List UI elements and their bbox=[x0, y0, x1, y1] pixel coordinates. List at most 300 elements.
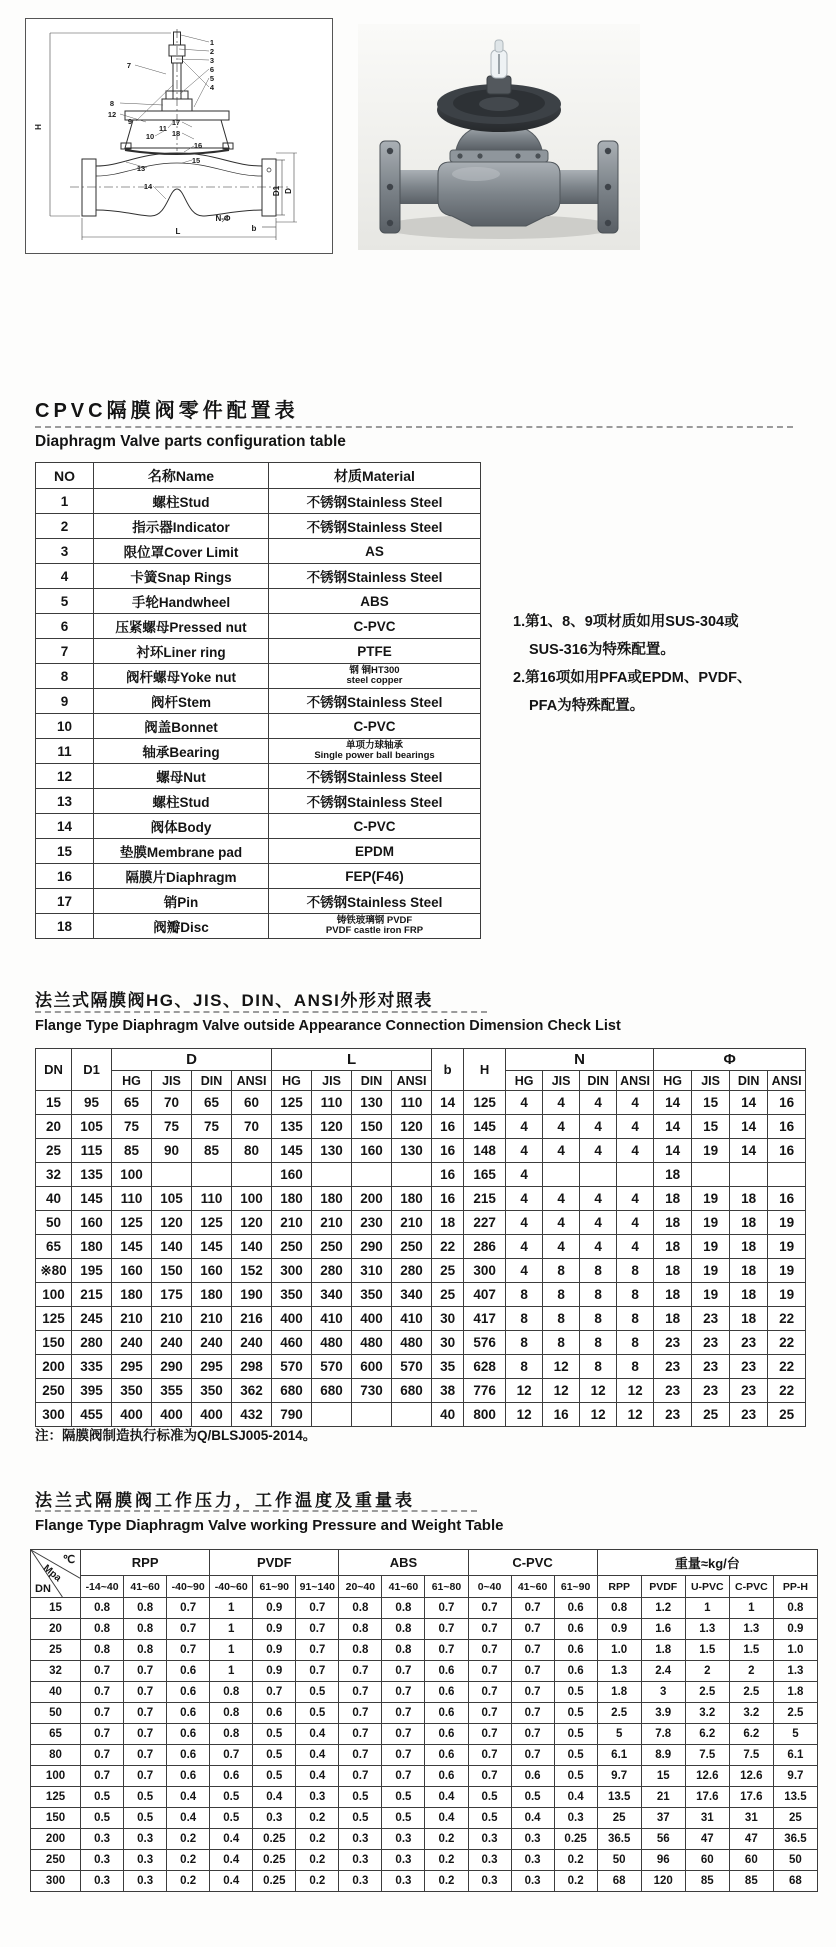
weight-value: 3.9 bbox=[641, 1703, 685, 1724]
dim-value: 210 bbox=[392, 1211, 432, 1235]
dim-value: 280 bbox=[72, 1331, 112, 1355]
pressure-value: 0.3 bbox=[382, 1829, 425, 1850]
weight-value: 7.5 bbox=[729, 1745, 773, 1766]
dim-value: 295 bbox=[112, 1355, 152, 1379]
pressure-value: 0.7 bbox=[296, 1661, 339, 1682]
part-name: 指示器Indicator bbox=[94, 514, 269, 539]
range-or-material-header: PVDF bbox=[641, 1576, 685, 1598]
dim-value: 680 bbox=[272, 1379, 312, 1403]
dim-value: 180 bbox=[272, 1187, 312, 1211]
pressure-value: 0.4 bbox=[210, 1850, 253, 1871]
pressure-value: 0.7 bbox=[382, 1703, 425, 1724]
weight-row-dn-250 bbox=[31, 1850, 818, 1871]
dim-value bbox=[617, 1163, 654, 1187]
dim-value: 410 bbox=[312, 1307, 352, 1331]
dim-value: 8 bbox=[543, 1331, 580, 1355]
dims-row-dn-300 bbox=[36, 1403, 806, 1427]
pressure-value: 0.3 bbox=[253, 1808, 296, 1829]
part-no: 6 bbox=[36, 614, 94, 639]
weight-value: 25 bbox=[773, 1808, 817, 1829]
dim-value: 400 bbox=[272, 1307, 312, 1331]
pressure-value: 0.7 bbox=[511, 1619, 554, 1640]
dim-value: 680 bbox=[392, 1379, 432, 1403]
pressure-value: 0.8 bbox=[81, 1619, 124, 1640]
col-b: b bbox=[432, 1049, 464, 1091]
weight-value: 47 bbox=[685, 1829, 729, 1850]
dim-value: 350 bbox=[192, 1379, 232, 1403]
dim-value: 350 bbox=[352, 1283, 392, 1307]
valve-cross-section-drawing bbox=[26, 19, 332, 253]
weight-value: 50 bbox=[597, 1850, 641, 1871]
weight-value: 6.2 bbox=[685, 1724, 729, 1745]
dim-value: 25 bbox=[432, 1283, 464, 1307]
dim-value: 125 bbox=[112, 1211, 152, 1235]
weight-value: 12.6 bbox=[685, 1766, 729, 1787]
dim-value: 23 bbox=[730, 1379, 768, 1403]
dim-value: 16 bbox=[432, 1163, 464, 1187]
note-line-2: SUS-316为特殊配置。 bbox=[529, 642, 675, 658]
dim-value: 4 bbox=[617, 1187, 654, 1211]
weight-value: 1.5 bbox=[729, 1640, 773, 1661]
callout-5: 5 bbox=[209, 74, 215, 83]
callout-3: 3 bbox=[209, 56, 215, 65]
weight-row-dn-100 bbox=[31, 1766, 818, 1787]
parts-row-9 bbox=[36, 689, 481, 714]
col-h: H bbox=[464, 1049, 506, 1091]
standard-jis: JIS bbox=[152, 1071, 192, 1091]
weight-value: 2 bbox=[729, 1661, 773, 1682]
dim-value: 95 bbox=[72, 1091, 112, 1115]
dim-value: 240 bbox=[232, 1331, 272, 1355]
pressure-value: 0.7 bbox=[511, 1661, 554, 1682]
pressure-value: 1 bbox=[210, 1598, 253, 1619]
pressure-value: 0.7 bbox=[511, 1745, 554, 1766]
dim-value: 120 bbox=[232, 1211, 272, 1235]
weight-value: 1.3 bbox=[729, 1619, 773, 1640]
dim-value: 432 bbox=[232, 1403, 272, 1427]
callout-14: 14 bbox=[143, 182, 153, 191]
part-material: 不锈钢Stainless Steel bbox=[269, 514, 481, 539]
pressure-value: 0.7 bbox=[468, 1661, 511, 1682]
dn-value: 250 bbox=[31, 1850, 81, 1871]
dim-value: 400 bbox=[192, 1403, 232, 1427]
dn-value: 300 bbox=[36, 1403, 72, 1427]
dim-value: 38 bbox=[432, 1379, 464, 1403]
dim-value: 12 bbox=[543, 1355, 580, 1379]
dim-value: 286 bbox=[464, 1235, 506, 1259]
part-no: 16 bbox=[36, 864, 94, 889]
pressure-value: 0.7 bbox=[511, 1598, 554, 1619]
dims-row-dn-200 bbox=[36, 1355, 806, 1379]
header-no: NO bbox=[36, 463, 94, 489]
dim-value: 215 bbox=[72, 1283, 112, 1307]
dim-value: 23 bbox=[692, 1379, 730, 1403]
dim-value: 180 bbox=[392, 1187, 432, 1211]
dim-value: 480 bbox=[312, 1331, 352, 1355]
callout-15: 15 bbox=[191, 156, 201, 165]
dim-value: 4 bbox=[543, 1235, 580, 1259]
weight-row-dn-25 bbox=[31, 1640, 818, 1661]
range-or-material-header: 0~40 bbox=[468, 1576, 511, 1598]
weight-row-dn-65 bbox=[31, 1724, 818, 1745]
dim-value: 350 bbox=[272, 1283, 312, 1307]
range-or-material-header: 61~80 bbox=[425, 1576, 468, 1598]
pressure-value: 0.7 bbox=[511, 1682, 554, 1703]
dim-value: 570 bbox=[312, 1355, 352, 1379]
part-material: C-PVC bbox=[269, 614, 481, 639]
callout-4: 4 bbox=[209, 83, 215, 92]
dim-value: 65 bbox=[112, 1091, 152, 1115]
pressure-value: 0.5 bbox=[382, 1787, 425, 1808]
dimension-table-title-cn: 法兰式隔膜阀HG、JIS、DIN、ANSI外形对照表 bbox=[35, 991, 433, 1010]
pressure-value: 0.5 bbox=[554, 1703, 597, 1724]
weight-value: 0.9 bbox=[597, 1619, 641, 1640]
dims-row-dn-80 bbox=[36, 1259, 806, 1283]
dim-value: 23 bbox=[692, 1355, 730, 1379]
pressure-value: 0.4 bbox=[554, 1787, 597, 1808]
dim-value: 600 bbox=[352, 1355, 392, 1379]
pressure-value: 0.7 bbox=[382, 1766, 425, 1787]
pressure-value: 0.5 bbox=[124, 1787, 167, 1808]
dim-value: 4 bbox=[580, 1115, 617, 1139]
dim-value: 22 bbox=[768, 1307, 806, 1331]
dim-value: 8 bbox=[543, 1283, 580, 1307]
dim-value: 19 bbox=[692, 1211, 730, 1235]
weight-value: 12.6 bbox=[729, 1766, 773, 1787]
dim-value: 300 bbox=[464, 1259, 506, 1283]
dim-value: 15 bbox=[692, 1091, 730, 1115]
dim-value: 18 bbox=[654, 1259, 692, 1283]
dim-label-b: b bbox=[251, 224, 257, 233]
parts-row-11 bbox=[36, 739, 481, 764]
dim-value: 298 bbox=[232, 1355, 272, 1379]
dim-value: 35 bbox=[432, 1355, 464, 1379]
weight-row-dn-40 bbox=[31, 1682, 818, 1703]
weight-value: 47 bbox=[729, 1829, 773, 1850]
dim-value: 400 bbox=[352, 1307, 392, 1331]
pressure-value: 0.7 bbox=[167, 1640, 210, 1661]
range-or-material-header: C-PVC bbox=[729, 1576, 773, 1598]
pressure-value: 0.7 bbox=[124, 1724, 167, 1745]
pressure-value: 0.4 bbox=[253, 1787, 296, 1808]
parts-configuration-table bbox=[35, 462, 481, 939]
part-material: 不锈钢Stainless Steel bbox=[269, 489, 481, 514]
part-name: 压紧螺母Pressed nut bbox=[94, 614, 269, 639]
pressure-value: 0.5 bbox=[81, 1808, 124, 1829]
dim-value: 18 bbox=[654, 1307, 692, 1331]
pressure-value: 0.8 bbox=[124, 1598, 167, 1619]
pressure-value: 0.5 bbox=[339, 1808, 382, 1829]
dim-value: 19 bbox=[692, 1187, 730, 1211]
pressure-value: 0.5 bbox=[554, 1766, 597, 1787]
callout-13: 13 bbox=[136, 164, 146, 173]
dim-value: 12 bbox=[506, 1379, 543, 1403]
pressure-value: 0.7 bbox=[382, 1682, 425, 1703]
dim-value: 8 bbox=[506, 1307, 543, 1331]
dn-value: 80 bbox=[31, 1745, 81, 1766]
dim-value: 4 bbox=[580, 1235, 617, 1259]
pressure-value: 0.6 bbox=[425, 1661, 468, 1682]
pressure-value: 0.7 bbox=[124, 1766, 167, 1787]
dim-value bbox=[232, 1163, 272, 1187]
pressure-value: 0.7 bbox=[468, 1598, 511, 1619]
parts-table-title-cn: CPVC隔膜阀零件配置表 bbox=[35, 400, 299, 422]
dim-value: 216 bbox=[232, 1307, 272, 1331]
dim-value: 145 bbox=[272, 1139, 312, 1163]
pressure-value: 0.6 bbox=[167, 1766, 210, 1787]
pressure-value: 0.3 bbox=[382, 1850, 425, 1871]
col-group-d: D bbox=[112, 1049, 272, 1071]
dim-value: 85 bbox=[192, 1139, 232, 1163]
pressure-value: 0.7 bbox=[468, 1682, 511, 1703]
diaphragm-valve-photo bbox=[358, 24, 640, 250]
dim-value: 23 bbox=[654, 1355, 692, 1379]
dim-value: 4 bbox=[506, 1091, 543, 1115]
dim-value: 30 bbox=[432, 1331, 464, 1355]
weight-value: 6.2 bbox=[729, 1724, 773, 1745]
dim-value: 16 bbox=[432, 1187, 464, 1211]
group-rpp: RPP bbox=[81, 1550, 210, 1576]
part-name: 螺柱Stud bbox=[94, 789, 269, 814]
dim-value: 85 bbox=[112, 1139, 152, 1163]
dim-value: 110 bbox=[112, 1187, 152, 1211]
dim-value bbox=[152, 1163, 192, 1187]
dim-value: 12 bbox=[580, 1403, 617, 1427]
pressure-value: 0.6 bbox=[554, 1640, 597, 1661]
dim-value: 16 bbox=[768, 1187, 806, 1211]
part-no: 4 bbox=[36, 564, 94, 589]
dim-value: 120 bbox=[392, 1115, 432, 1139]
col-dn: DN bbox=[36, 1049, 72, 1091]
part-name: 轴承Bearing bbox=[94, 739, 269, 764]
pressure-value: 0.4 bbox=[167, 1787, 210, 1808]
part-material: 单项力球轴承 Single power ball bearings bbox=[269, 739, 481, 764]
dim-value: 395 bbox=[72, 1379, 112, 1403]
dim-value: 25 bbox=[692, 1403, 730, 1427]
parts-row-15 bbox=[36, 839, 481, 864]
part-material: C-PVC bbox=[269, 814, 481, 839]
pressure-value: 0.3 bbox=[468, 1829, 511, 1850]
pressure-value: 0.7 bbox=[382, 1661, 425, 1682]
dim-value: 150 bbox=[352, 1115, 392, 1139]
pressure-value: 0.2 bbox=[296, 1808, 339, 1829]
weight-value: 7.8 bbox=[641, 1724, 685, 1745]
dim-label-D1: D1 bbox=[272, 185, 281, 197]
dim-value bbox=[392, 1163, 432, 1187]
weight-value: 3 bbox=[641, 1682, 685, 1703]
callout-7: 7 bbox=[126, 61, 132, 70]
dn-value: 40 bbox=[36, 1187, 72, 1211]
pressure-value: 0.6 bbox=[167, 1724, 210, 1745]
dim-value: 14 bbox=[730, 1091, 768, 1115]
dim-value: 180 bbox=[112, 1283, 152, 1307]
dim-value: 18 bbox=[654, 1283, 692, 1307]
pressure-value: 0.7 bbox=[81, 1745, 124, 1766]
standard-hg: HG bbox=[506, 1071, 543, 1091]
part-material: EPDM bbox=[269, 839, 481, 864]
standard-din: DIN bbox=[580, 1071, 617, 1091]
weight-value: 1.0 bbox=[773, 1640, 817, 1661]
pressure-value: 0.4 bbox=[210, 1829, 253, 1850]
callout-17: 17 bbox=[171, 118, 181, 127]
part-material: 不锈钢Stainless Steel bbox=[269, 889, 481, 914]
pressure-value: 0.7 bbox=[296, 1598, 339, 1619]
weight-value: 68 bbox=[773, 1871, 817, 1892]
dims-row-dn-32 bbox=[36, 1163, 806, 1187]
dim-value: 680 bbox=[312, 1379, 352, 1403]
weight-value: 13.5 bbox=[773, 1787, 817, 1808]
pressure-value: 0.3 bbox=[511, 1871, 554, 1892]
weight-value: 60 bbox=[685, 1850, 729, 1871]
pressure-value: 0.5 bbox=[554, 1682, 597, 1703]
pressure-value: 0.7 bbox=[468, 1640, 511, 1661]
parts-table-title-en: Diaphragm Valve parts configuration table bbox=[35, 433, 346, 450]
dim-value: 8 bbox=[617, 1307, 654, 1331]
dim-value: 75 bbox=[112, 1115, 152, 1139]
standard-hg: HG bbox=[272, 1071, 312, 1091]
dn-value: 150 bbox=[36, 1331, 72, 1355]
dim-value: 790 bbox=[272, 1403, 312, 1427]
dim-value: 25 bbox=[768, 1403, 806, 1427]
parts-row-5 bbox=[36, 589, 481, 614]
pressure-value: 0.9 bbox=[253, 1598, 296, 1619]
part-no: 5 bbox=[36, 589, 94, 614]
dn-value: 25 bbox=[36, 1139, 72, 1163]
pressure-value: 0.6 bbox=[167, 1661, 210, 1682]
parts-row-17 bbox=[36, 889, 481, 914]
dim-value: 120 bbox=[152, 1211, 192, 1235]
pressure-value: 0.25 bbox=[253, 1871, 296, 1892]
weight-row-dn-80 bbox=[31, 1745, 818, 1766]
dim-value: 18 bbox=[730, 1307, 768, 1331]
dim-value: 23 bbox=[730, 1403, 768, 1427]
pressure-value: 0.2 bbox=[425, 1871, 468, 1892]
pressure-value: 0.2 bbox=[425, 1850, 468, 1871]
pressure-value: 0.2 bbox=[296, 1871, 339, 1892]
dim-value: 8 bbox=[580, 1331, 617, 1355]
dim-value: 70 bbox=[152, 1091, 192, 1115]
dim-value: 4 bbox=[543, 1115, 580, 1139]
pressure-value: 0.6 bbox=[425, 1745, 468, 1766]
dim-value: 240 bbox=[192, 1331, 232, 1355]
weight-value: 1.3 bbox=[773, 1661, 817, 1682]
group-abs: ABS bbox=[339, 1550, 468, 1576]
weight-value: 1.8 bbox=[641, 1640, 685, 1661]
note-line-1: 1.第1、8、9项材质如用SUS-304或 bbox=[513, 614, 739, 630]
dim-value: 215 bbox=[464, 1187, 506, 1211]
divider-3 bbox=[35, 1510, 477, 1512]
part-no: 1 bbox=[36, 489, 94, 514]
dim-value: 576 bbox=[464, 1331, 506, 1355]
dim-value: 280 bbox=[392, 1259, 432, 1283]
pressure-value: 0.6 bbox=[554, 1661, 597, 1682]
pressure-value: 0.2 bbox=[167, 1871, 210, 1892]
dim-value: 295 bbox=[192, 1355, 232, 1379]
weight-value: 1.8 bbox=[773, 1682, 817, 1703]
pressure-value: 0.5 bbox=[554, 1724, 597, 1745]
dims-row-dn-15 bbox=[36, 1091, 806, 1115]
dim-value: 15 bbox=[692, 1115, 730, 1139]
dim-label-N-Φ: N-Φ bbox=[215, 214, 231, 223]
dims-row-dn-25 bbox=[36, 1139, 806, 1163]
weight-row-dn-125 bbox=[31, 1787, 818, 1808]
range-or-material-header: -40~60 bbox=[210, 1576, 253, 1598]
pressure-value: 0.2 bbox=[296, 1829, 339, 1850]
callout-leader-lines bbox=[120, 35, 209, 199]
weight-value: 96 bbox=[641, 1850, 685, 1871]
dim-value bbox=[543, 1163, 580, 1187]
pressure-value: 0.3 bbox=[339, 1871, 382, 1892]
dim-value: 22 bbox=[432, 1235, 464, 1259]
dn-value: 15 bbox=[36, 1091, 72, 1115]
weight-row-dn-200 bbox=[31, 1829, 818, 1850]
weight-value: 3.2 bbox=[729, 1703, 773, 1724]
weight-value: 37 bbox=[641, 1808, 685, 1829]
part-material: 不锈钢Stainless Steel bbox=[269, 564, 481, 589]
dim-value: 210 bbox=[312, 1211, 352, 1235]
part-material: C-PVC bbox=[269, 714, 481, 739]
dim-value: 16 bbox=[432, 1139, 464, 1163]
corner-label-mpa: Mpa bbox=[40, 1562, 64, 1585]
col-group-n: N bbox=[506, 1049, 654, 1071]
dim-value: 14 bbox=[432, 1091, 464, 1115]
dim-value: 16 bbox=[432, 1115, 464, 1139]
pressure-value: 0.25 bbox=[554, 1829, 597, 1850]
pressure-value: 0.8 bbox=[339, 1598, 382, 1619]
weight-value: 31 bbox=[729, 1808, 773, 1829]
dim-value: 18 bbox=[654, 1187, 692, 1211]
part-name: 阀杆螺母Yoke nut bbox=[94, 664, 269, 689]
parts-row-4 bbox=[36, 564, 481, 589]
pressure-value: 0.7 bbox=[382, 1745, 425, 1766]
manufacturing-standard-note: 注：隔膜阀制造执行标准为Q/BLSJ005-2014。 bbox=[35, 1428, 317, 1443]
part-name: 垫膜Membrane pad bbox=[94, 839, 269, 864]
weight-value: 1.5 bbox=[685, 1640, 729, 1661]
part-name: 卡簧Snap Rings bbox=[94, 564, 269, 589]
dim-value: 18 bbox=[730, 1235, 768, 1259]
pressure-value: 0.3 bbox=[296, 1787, 339, 1808]
weight-value: 1.3 bbox=[597, 1661, 641, 1682]
weight-value: 2.5 bbox=[685, 1682, 729, 1703]
group-cpvc: C-PVC bbox=[468, 1550, 597, 1576]
dim-value: 125 bbox=[192, 1211, 232, 1235]
dim-value: 19 bbox=[692, 1235, 730, 1259]
pressure-value: 0.4 bbox=[167, 1808, 210, 1829]
corner-label-celsius: ℃ bbox=[62, 1554, 76, 1566]
pressure-value: 0.3 bbox=[339, 1850, 382, 1871]
standard-din: DIN bbox=[192, 1071, 232, 1091]
pressure-value: 0.5 bbox=[554, 1745, 597, 1766]
pressure-value: 0.3 bbox=[81, 1850, 124, 1871]
weight-value: 56 bbox=[641, 1829, 685, 1850]
dim-value: 160 bbox=[272, 1163, 312, 1187]
dim-value: 90 bbox=[152, 1139, 192, 1163]
dims-row-dn-20 bbox=[36, 1115, 806, 1139]
weight-value: 8.9 bbox=[641, 1745, 685, 1766]
dim-value: 4 bbox=[543, 1211, 580, 1235]
callout-6: 6 bbox=[209, 65, 215, 74]
dim-value: 417 bbox=[464, 1307, 506, 1331]
pressure-value: 0.5 bbox=[468, 1808, 511, 1829]
dim-value: 480 bbox=[352, 1331, 392, 1355]
dims-row-dn-100 bbox=[36, 1283, 806, 1307]
dim-value: 145 bbox=[464, 1115, 506, 1139]
dim-value: 25 bbox=[432, 1259, 464, 1283]
dim-value: 290 bbox=[352, 1235, 392, 1259]
pressure-value: 1 bbox=[210, 1661, 253, 1682]
pressure-value: 0.8 bbox=[210, 1703, 253, 1724]
weight-value: 15 bbox=[641, 1766, 685, 1787]
